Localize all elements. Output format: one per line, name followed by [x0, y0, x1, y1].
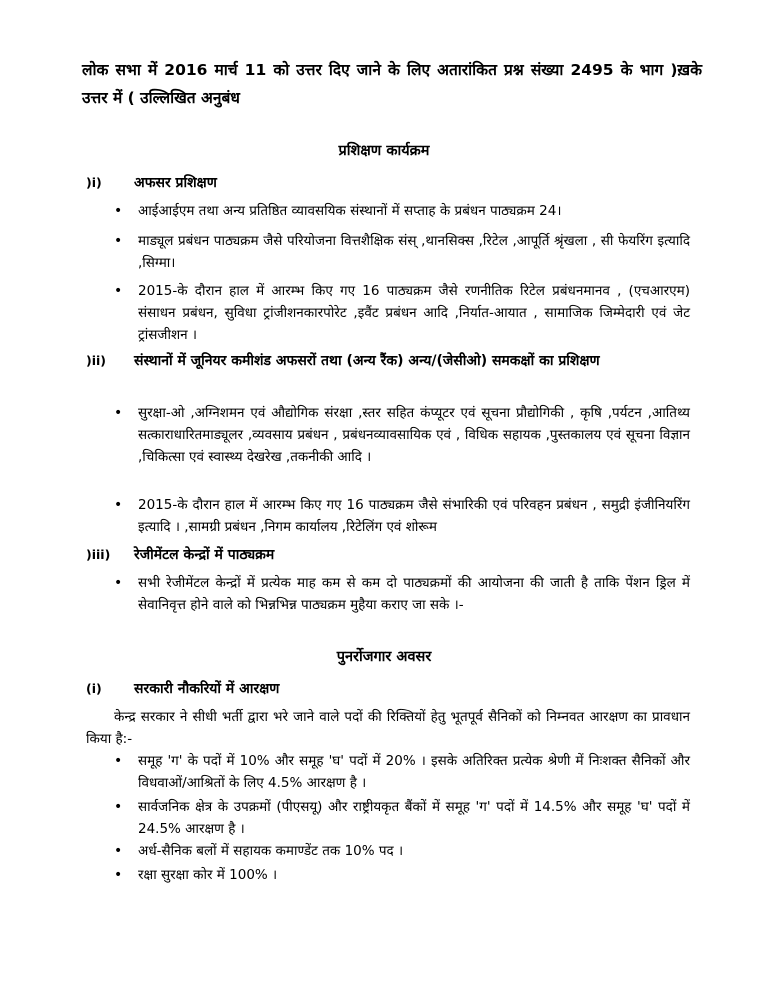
bullet-icon: • — [114, 405, 123, 421]
section-title: अफसर प्रशिक्षण — [134, 175, 217, 191]
bullet-icon: • — [114, 867, 123, 883]
section-title: सरकारी नौकरियों में आरक्षण — [134, 681, 280, 697]
bullet-icon: • — [114, 203, 123, 219]
section-officer-training — [86, 172, 696, 194]
document-title: लोक सभा में 2016 मार्च 11 को उत्तर दिए जाने के लिए अतारांकित प्रश्न संख्या 2495 के भाग )ख़के उत्तर में ( उल्लिखित अनुबंध — [82, 61, 702, 107]
section-title: रेजीमेंटल केन्द्रों में पाठ्यक्रम — [134, 547, 275, 563]
bullet-icon: • — [114, 233, 123, 249]
bullet-icon: • — [114, 497, 123, 513]
bullet-icon: • — [114, 575, 123, 591]
section-title: संस्थानों में जूनियर कमीशंड अफसरों तथा (अन्य रैंक) अन्य/(जेसीओ) समकक्षों का प्रशिक्षण — [134, 353, 600, 369]
heading-reemployment: पुनर्रोजगार अवसर — [336, 649, 432, 665]
bullet-icon: • — [114, 753, 123, 769]
section-number: (i) — [86, 681, 102, 696]
bullet-icon: • — [114, 283, 123, 299]
section-jco-training — [86, 350, 696, 394]
section-number: )i) — [86, 175, 102, 190]
section-govt-job-reservation — [86, 678, 696, 700]
section-regimental-courses — [86, 544, 696, 566]
heading-training-programs: प्रशिक्षण कार्यक्रम — [338, 143, 430, 159]
document-page: लोक सभा में 2016 मार्च 11 को उत्तर दिए जाने के लिए अतारांकित प्रश्न संख्या 2495 के भाग )ख़के उत्तर में ( उल्लिखित अनुबंध प्रशिक्षण कार्यक्रम )i) अफसर प्रशिक्षण • आईआईएम तथा अन्य प्रतिष्ठित व्यावसयिक संस्थानों में सप्ताह के प्रबंधन पाठ्यक्रम 24। • माड्यूल प्रबंधन पाठ्यक्रम जैसे परियोजना वित्तशैक्षिक संस् ,थानसिक्स ,रिटेल ,आपूर्ति श्रृंखला , सी फेयरिंग इत्यादि ,सिग्मा। • 2015-के दौरान हाल में आरम्भ किए गए 16 पाठ्यक्रम जैसे रणनीतिक रिटेल प्रबंधनमानव , (एचआरएम) संसाधन प्रबंधन, सुविधा ट्रांजीशनकारपोरेट ,इवैंट प्रबंधन आदि ,निर्यात-आयात , सामाजिक जिम्मेदारी एवं जेट ट्रांसजीशन । )ii) संस्थानों में जूनियर कमीशंड अफसरों तथा (अन्य रैंक) अन्य/(जेसीओ) समकक्षों का प्रशिक्षण • सुरक्षा-ओ ,अग्निशमन एवं औद्योगिक संरक्षा ,स्तर सहित कंप्यूटर एवं सूचना प्रौद्योगिकी , कृषि ,पर्यटन ,आतिथ्य सत्काराधारितमाड्यूलर ,व्यवसाय प्रबंधन , प्रबंधनव्यावसायिक एवं , विधिक सहायक ,पुस्तकालय एवं सूचना विज्ञान ,चिकित्सा एवं स्वास्थ्य देखरेख ,तकनीकी आदि । • 2015-के दौरान हाल में आरम्भ किए गए 16 पाठ्यक्रम जैसे संभारिकी एवं परिवहन प्रबंधन , समुद्री इंजीनियरिंग इत्यादि । ,सामग्री प्रबंधन ,निगम कार्यालय ,रिटेलिंग एवं शोरूम )iii) रेजीमेंटल केन्द्रों में पाठ्यक्रम • सभी रेजीमेंटल केन्द्रों में प्रत्येक माह कम से कम दो पाठ्यक्रमों की आयोजना की जाती है ताकि पेंशन ड्रिल में सेवानिवृत्त होने वाले को भिन्नभिन्न पाठ्यक्रम मुहैया कराए जा सके ।- पुनर्रोजगार अवसर (i) सरकारी नौकरियों में आरक्षण केन्द्र सरकार ने सीधी भर्ती द्वारा भरे जाने वाले पदों की रिक्तियों हेतु भूतपूर्व सैनिकों को निम्नवत आरक्षण का प्रावधान किया है:- • समूह 'ग' के पदों में 10% और समूह 'घ' पदों में 20% । इसके अतिरिक्त प्रत्येक श्रेणी में निःशक्त सैनिकों और विधवाओं/आश्रितों के लिए 4.5% आरक्षण है । • सार्वजनिक क्षेत्र के उपक्रमों (पीएसयू) और राष्ट्रीयकृत बैंकों में समूह 'ग' पदों में 14.5% और समूह 'घ' पदों में 24.5% आरक्षण है । • अर्ध-सैनिक बलों में सहायक कमाण्डेंट तक 10% पद । • रक्षा सुरक्षा कोर में 100% । — [0, 0, 768, 995]
section-number: )iii) — [86, 547, 111, 562]
section-number: )ii) — [86, 353, 106, 368]
bullet-icon: • — [114, 843, 123, 859]
bullet-icon: • — [114, 799, 123, 815]
intro-paragraph: केन्द्र सरकार ने सीधी भर्ती द्वारा भरे जाने वाले पदों की रिक्तियों हेतु भूतपूर्व सैनिकों को निम्नवत आरक्षण का प्रावधान किया है:- — [86, 709, 690, 747]
